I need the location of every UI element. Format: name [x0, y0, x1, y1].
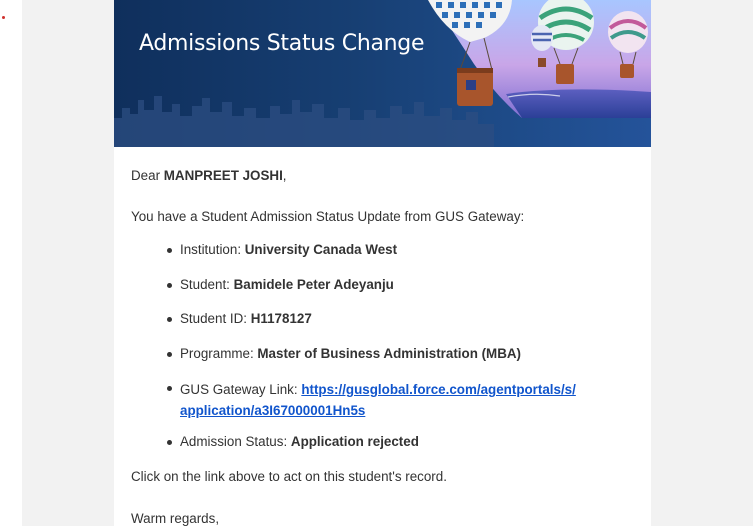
- detail-student: Student: Bamidele Peter Adeyanju: [180, 277, 394, 292]
- greeting: Dear MANPREET JOSHI,: [131, 168, 287, 183]
- detail-institution: Institution: University Canada West: [180, 242, 398, 257]
- gus-gateway-link[interactable]: https://gusglobal.force.com/agentportals/s/ application/a3I67000001Hn5s: [180, 382, 576, 418]
- unread-indicator-dot: [2, 16, 5, 19]
- closing-text: Warm regards,: [131, 511, 220, 526]
- action-text: Click on the link above to act on this student's record.: [131, 469, 447, 484]
- header-banner: [114, 0, 651, 147]
- detail-gateway-link: GUS Gateway Link: https://gusglobal.force.com/agentportals/s/ application/a3I67000001Hn5s: [180, 379, 576, 421]
- email-body: [114, 0, 651, 526]
- intro-text: You have a Student Admission Status Update from GUS Gateway:: [131, 209, 525, 224]
- detail-student-id: Student ID: H1178127: [180, 311, 312, 326]
- detail-admission-status: Admission Status: Application rejected: [180, 434, 419, 449]
- banner-title: Admissions Status Change: [139, 31, 425, 56]
- balloon-illustration: [114, 0, 651, 147]
- recipient-name: MANPREET JOSHI: [163, 168, 283, 183]
- detail-programme: Programme: Master of Business Administration (MBA): [180, 346, 522, 361]
- status-value: Application rejected: [290, 434, 419, 449]
